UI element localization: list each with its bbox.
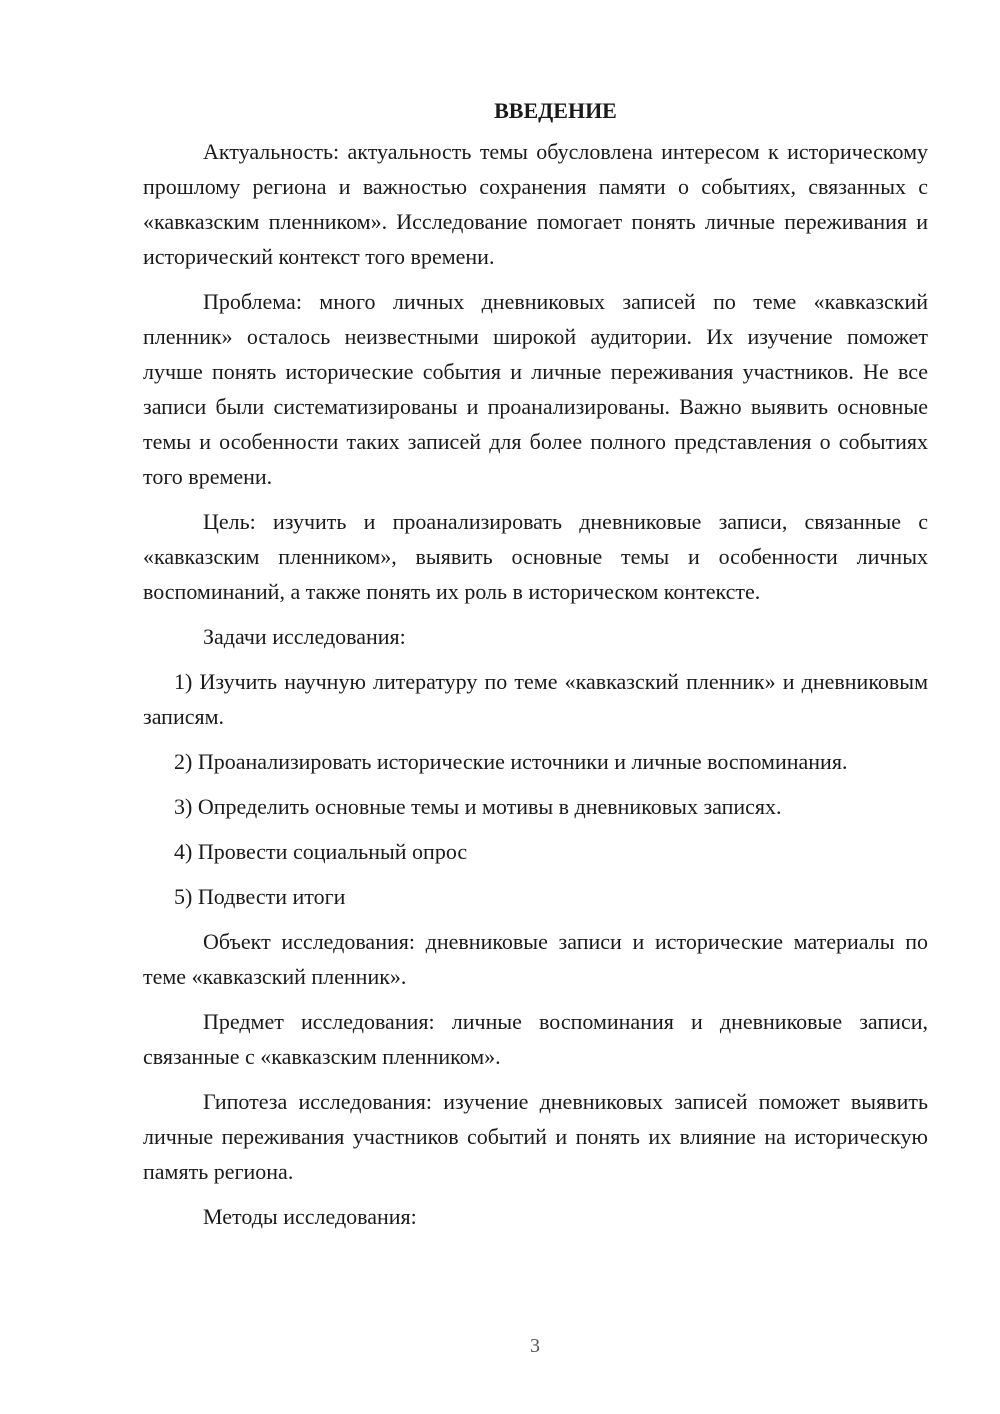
paragraph-methods: Методы исследования: [203, 1204, 417, 1229]
paragraph-subject: Предмет исследования: личные воспоминания и дневниковые записи, связанные с «кавказским пленником». [143, 1009, 928, 1069]
paragraph-relevance: Актуальность: актуальность темы обусловлена интересом к историческому прошлому региона и важностью сохранения памяти о событиях, связанных с «кавказским пленником». Исследование помогает понять личные переживания и исторический контекст того времени. [143, 139, 928, 269]
task-item-1: 1) Изучить научную литературу по теме «кавказский пленник» и дневниковым записям. [143, 669, 928, 729]
task-item-4: 4) Провести социальный опрос [174, 839, 468, 864]
task-item-2: 2) Проанализировать исторические источники и личные воспоминания. [174, 749, 848, 774]
page-title: ВВЕДЕНИЕ [494, 98, 617, 123]
paragraph-tasks-heading: Задачи исследования: [203, 624, 406, 649]
paragraph-object: Объект исследования: дневниковые записи и исторические материалы по теме «кавказский пленник». [143, 929, 928, 989]
paragraph-hypothesis: Гипотеза исследования: изучение дневниковых записей поможет выявить личные переживания участников событий и понять их влияние на историческую память региона. [143, 1089, 928, 1184]
task-item-3: 3) Определить основные темы и мотивы в дневниковых записях. [174, 794, 782, 819]
paragraph-problem: Проблема: много личных дневниковых записей по теме «кавказский пленник» осталось неизвестными широкой аудитории. Их изучение поможет лучше понять исторические события и личные переживания участников. Не все записи были систематизированы и проанализированы. Важно выявить основные темы и особенности таких записей для более полного представления о событиях того времени. [143, 289, 928, 489]
paragraph-goal: Цель: изучить и проанализировать дневниковые записи, связанные с «кавказским пленником», выявить основные темы и особенности личных воспоминаний, а также понять их роль в историческом контексте. [143, 509, 928, 604]
page-content [143, 94, 928, 1234]
task-item-5: 5) Подвести итоги [174, 884, 346, 909]
page-number: 3 [530, 1335, 540, 1357]
